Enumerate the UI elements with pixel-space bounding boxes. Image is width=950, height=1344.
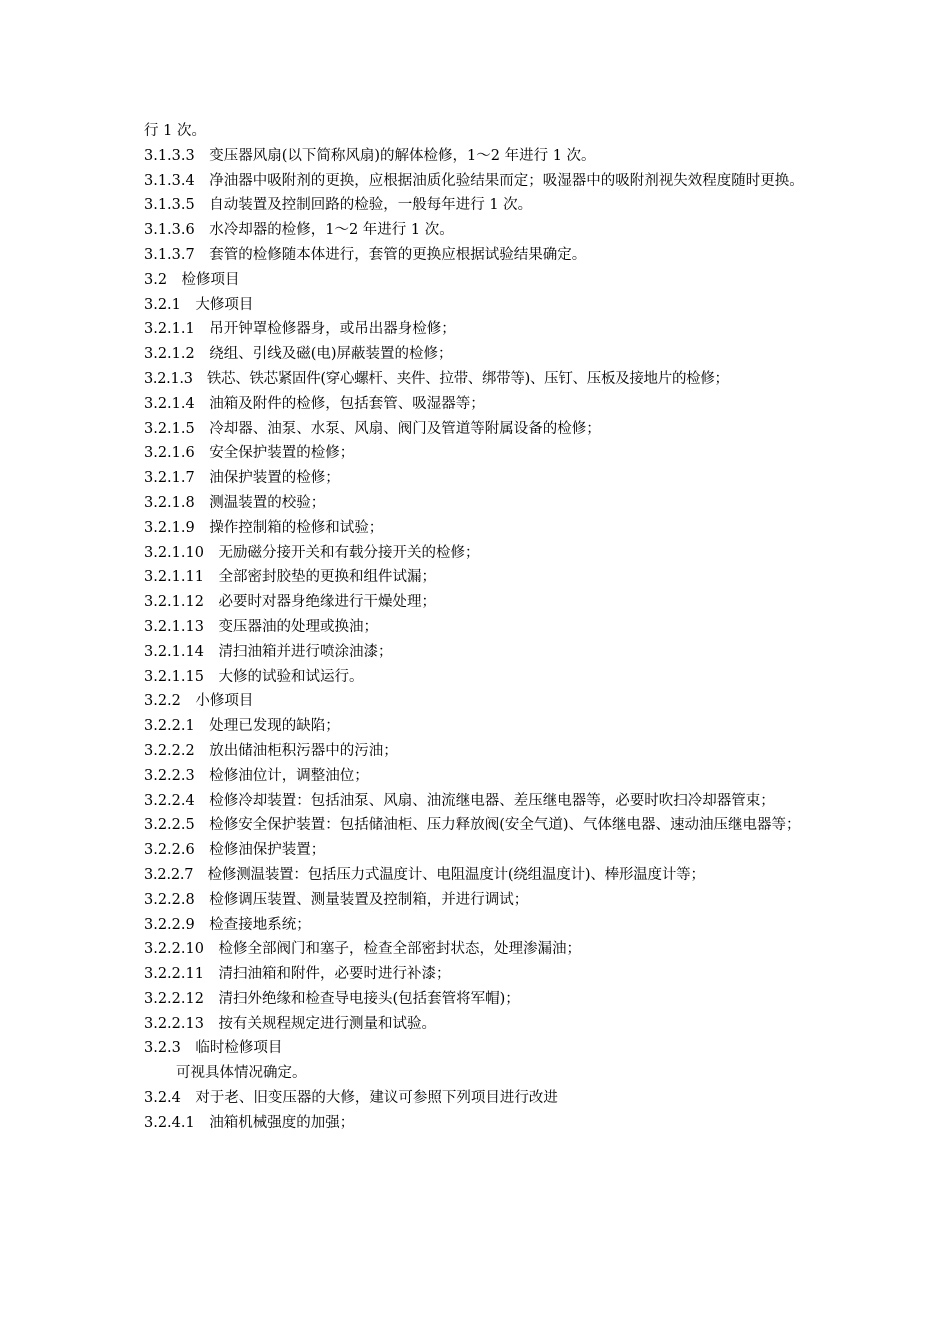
text-paragraph: 3.2.2.4 检修冷却装置：包括油泵、风扇、油流继电器、差压继电器等，必要时吹扫冷却器管束；	[144, 792, 775, 809]
text-line: 3.2.1.11 全部密封胶垫的更换和组件试漏；	[144, 569, 436, 586]
text-line: 3.2.2.10 检修全部阀门和塞子，检查全部密封状态，处理渗漏油；	[144, 941, 581, 958]
text-line: 3.2.1.10 无励磁分接开关和有载分接开关的检修；	[144, 544, 480, 561]
text-line: 3.2.2.9 检查接地系统；	[144, 916, 311, 933]
text-line: 可视具体情况确定。	[176, 1065, 307, 1082]
subsection-heading: 3.2.1 大修项目	[144, 296, 254, 313]
subsection-heading: 3.2.2 小修项目	[144, 693, 254, 710]
text-line: 3.2.1.15 大修的试验和试运行。	[144, 668, 364, 685]
text-line: 3.2.2.2 放出储油柜积污器中的污油；	[144, 742, 398, 759]
text-line: 3.2.2.8 检修调压装置、测量装置及控制箱，并进行调试；	[144, 891, 529, 908]
text-line: 行 1 次。	[144, 123, 206, 139]
text-line: 3.2.2.6 检修油保护装置；	[144, 842, 326, 859]
text-line: 3.2.1.7 油保护装置的检修；	[144, 470, 340, 487]
text-line: 3.2.2.12 清扫外绝缘和检查导电接头(包括套管将军帽)；	[144, 990, 520, 1007]
text-line: 3.2.1.3 铁芯、铁芯紧固件(穿心螺杆、夹件、拉带、绑带等)、压钉、压板及接地片的检修；	[144, 370, 729, 387]
text-line: 3.1.3.5 自动装置及控制回路的检验，一般每年进行 1 次。	[144, 197, 533, 214]
text-line: 3.1.3.6 水冷却器的检修，1～2 年进行 1 次。	[144, 222, 454, 239]
text-paragraph: 3.2.2.5 检修安全保护装置：包括储油柜、压力释放阀(安全气道)、气体继电器、速动油压继电器等；	[144, 817, 801, 834]
text-line: 3.2.1.6 安全保护装置的检修；	[144, 445, 355, 462]
text-line: 3.2.1.4 油箱及附件的检修，包括套管、吸湿器等；	[144, 395, 485, 412]
text-line: 3.1.3.7 套管的检修随本体进行，套管的更换应根据试验结果确定。	[144, 246, 587, 263]
text-line: 3.2.4.1 油箱机械强度的加强；	[144, 1114, 355, 1131]
text-line: 3.1.3.3 变压器风扇(以下简称风扇)的解体检修，1～2 年进行 1 次。	[144, 147, 596, 164]
text-line: 3.2.2.7 检修测温装置：包括压力式温度计、电阻温度计(绕组温度计)、棒形温度计等；	[144, 866, 705, 883]
text-line: 3.2.1.9 操作控制箱的检修和试验；	[144, 519, 384, 536]
text-line: 3.2.1.14 清扫油箱并进行喷涂油漆；	[144, 643, 393, 660]
text-line: 3.2.2.3 检修油位计，调整油位；	[144, 767, 369, 784]
text-line: 3.2.1.12 必要时对器身绝缘进行干燥处理；	[144, 594, 436, 611]
text-line: 3.2.1.8 测温装置的校验；	[144, 494, 326, 511]
text-line: 3.2.4 对于老、旧变压器的大修，建议可参照下列项目进行改进	[144, 1090, 558, 1107]
section-heading: 3.2 检修项目	[144, 271, 240, 288]
text-paragraph: 3.1.3.4 净油器中吸附剂的更换，应根据油质化验结果而定；吸湿器中的吸附剂视失效程度随时更换。	[144, 172, 804, 189]
text-line: 3.2.2.13 按有关规程规定进行测量和试验。	[144, 1015, 436, 1032]
text-line: 3.2.2.11 清扫油箱和附件，必要时进行补漆；	[144, 966, 451, 983]
text-line: 3.2.2.1 处理已发现的缺陷；	[144, 718, 340, 735]
text-line: 3.2.1.5 冷却器、油泵、水泵、风扇、阀门及管道等附属设备的检修；	[144, 420, 601, 437]
subsection-heading: 3.2.3 临时检修项目	[144, 1040, 283, 1057]
text-line: 3.2.1.1 吊开钟罩检修器身，或吊出器身检修；	[144, 321, 456, 338]
text-line: 3.2.1.2 绕组、引线及磁(电)屏蔽装置的检修；	[144, 346, 453, 363]
document-page	[144, 119, 816, 1136]
text-line: 3.2.1.13 变压器油的处理或换油；	[144, 618, 378, 635]
